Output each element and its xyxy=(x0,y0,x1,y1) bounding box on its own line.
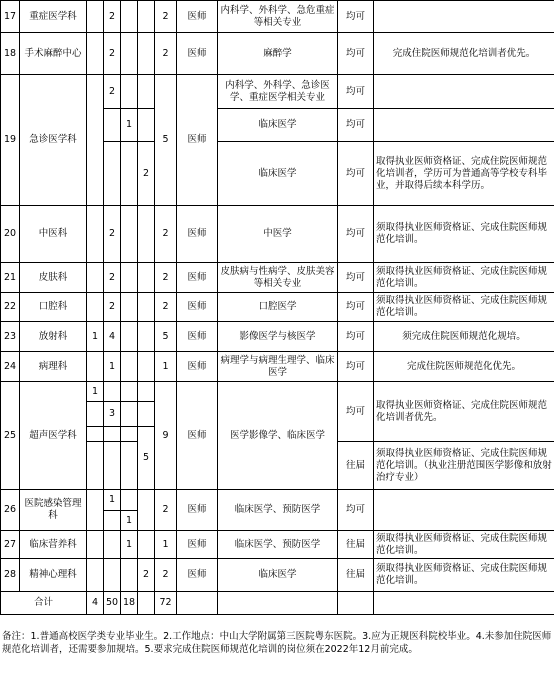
count-col4: 2 xyxy=(138,559,155,592)
note xyxy=(374,109,554,142)
table-row xyxy=(1,490,554,511)
major: 中医学 xyxy=(218,206,338,263)
count-col2 xyxy=(104,442,121,490)
count-col4 xyxy=(138,33,155,75)
total-count: 5 xyxy=(155,75,177,206)
summary-label: 合计 xyxy=(1,592,87,615)
count-col1 xyxy=(87,490,104,531)
summary-row xyxy=(1,592,554,615)
count-col2: 2 xyxy=(104,206,121,263)
education: 均可 xyxy=(338,293,374,322)
count-col3 xyxy=(121,490,138,511)
table-row xyxy=(1,382,554,402)
row-number: 28 xyxy=(1,559,20,592)
table-row xyxy=(1,531,554,559)
total-count: 2 xyxy=(155,293,177,322)
footnote: 备注：1.普通高校医学类专业毕业生。2.工作地点：中山大学附属第三医院粤东医院。3.应为正规医科院校毕业。4.未参加住院医师规范化培训者，还需要参加规培。5.要求完成住院医师规范化培训的岗位须在2022年12月前完成。 xyxy=(2,631,552,655)
position-title: 医师 xyxy=(177,559,218,592)
note: 须取得执业医师资格证、完成住院医师规范化培训。 xyxy=(374,293,554,322)
count-col3: 1 xyxy=(121,109,138,142)
education: 往届 xyxy=(338,559,374,592)
summary-empty xyxy=(218,592,338,615)
position-title: 医师 xyxy=(177,490,218,531)
count-col2 xyxy=(104,559,121,592)
row-number: 27 xyxy=(1,531,20,559)
count-col1 xyxy=(87,75,104,206)
education: 往届 xyxy=(338,442,374,490)
count-col4: 2 xyxy=(138,142,155,206)
table-row xyxy=(1,263,554,293)
department: 病理科 xyxy=(20,352,87,382)
position-title: 医师 xyxy=(177,206,218,263)
education: 均可 xyxy=(338,206,374,263)
summary-col2: 50 xyxy=(104,592,121,615)
position-title: 医师 xyxy=(177,352,218,382)
count-col4 xyxy=(138,1,155,33)
major: 临床医学 xyxy=(218,142,338,206)
department: 重症医学科 xyxy=(20,1,87,33)
department: 临床营养科 xyxy=(20,531,87,559)
major: 麻醉学 xyxy=(218,33,338,75)
count-col1 xyxy=(87,427,104,442)
note: 须取得执业医师资格证、完成住院医师规范化培训。 xyxy=(374,263,554,293)
note: 须取得执业医师资格证、完成住院医师规范化培训。（执业注册范围医学影像和放射治疗专业） xyxy=(374,442,554,490)
table-row xyxy=(1,293,554,322)
department: 精神心理科 xyxy=(20,559,87,592)
count-col4 xyxy=(138,382,155,402)
count-col2: 1 xyxy=(104,490,121,511)
total-count: 1 xyxy=(155,352,177,382)
position-title: 医师 xyxy=(177,33,218,75)
major: 临床医学 xyxy=(218,559,338,592)
count-col2: 2 xyxy=(104,293,121,322)
count-col3 xyxy=(121,322,138,352)
count-col1 xyxy=(87,33,104,75)
count-col3 xyxy=(121,352,138,382)
count-col1 xyxy=(87,293,104,322)
count-col1 xyxy=(87,559,104,592)
row-number: 19 xyxy=(1,75,20,206)
summary-col3: 18 xyxy=(121,592,138,615)
count-col4 xyxy=(138,352,155,382)
row-number: 17 xyxy=(1,1,20,33)
education: 均可 xyxy=(338,490,374,531)
count-col4 xyxy=(138,293,155,322)
summary-col4 xyxy=(138,592,155,615)
count-col2: 4 xyxy=(104,322,121,352)
department: 手术麻醉中心 xyxy=(20,33,87,75)
count-col4 xyxy=(138,531,155,559)
count-col2: 2 xyxy=(104,75,121,109)
count-col2: 3 xyxy=(104,402,121,427)
major: 皮肤病与性病学、皮肤美容等相关专业 xyxy=(218,263,338,293)
department: 放射科 xyxy=(20,322,87,352)
department: 中医科 xyxy=(20,206,87,263)
count-col1 xyxy=(87,442,104,490)
row-number: 21 xyxy=(1,263,20,293)
count-col1 xyxy=(87,352,104,382)
count-col1 xyxy=(87,402,104,427)
count-col3 xyxy=(121,206,138,263)
row-number: 23 xyxy=(1,322,20,352)
row-number: 18 xyxy=(1,33,20,75)
count-col1 xyxy=(87,263,104,293)
row-number: 26 xyxy=(1,490,20,531)
count-col4 xyxy=(138,322,155,352)
department: 超声医学科 xyxy=(20,382,87,490)
total-count: 9 xyxy=(155,382,177,490)
count-col4 xyxy=(138,109,155,142)
major: 临床医学、预防医学 xyxy=(218,490,338,531)
count-col4 xyxy=(138,75,155,109)
note: 须取得执业医师资格证、完成住院医师规范化培训。 xyxy=(374,531,554,559)
major: 临床医学、预防医学 xyxy=(218,531,338,559)
count-col4 xyxy=(138,402,155,427)
count-col4 xyxy=(138,263,155,293)
summary-col1: 4 xyxy=(87,592,104,615)
row-number: 24 xyxy=(1,352,20,382)
note: 完成住院医师规范化优先。 xyxy=(374,352,554,382)
total-count: 2 xyxy=(155,263,177,293)
row-number: 20 xyxy=(1,206,20,263)
count-col3 xyxy=(121,33,138,75)
position-title: 医师 xyxy=(177,293,218,322)
count-col3 xyxy=(121,75,138,109)
count-col3 xyxy=(121,382,138,402)
total-count: 5 xyxy=(155,322,177,352)
count-col3 xyxy=(121,427,138,442)
note: 完成住院医师规范化培训者优先。 xyxy=(374,33,554,75)
total-count: 2 xyxy=(155,559,177,592)
row-number: 25 xyxy=(1,382,20,490)
row-number: 22 xyxy=(1,293,20,322)
count-col2 xyxy=(104,142,121,206)
note: 须完成住院医师规范化规培。 xyxy=(374,322,554,352)
table-row xyxy=(1,352,554,382)
education: 均可 xyxy=(338,75,374,109)
position-title: 医师 xyxy=(177,263,218,293)
count-col2 xyxy=(104,427,121,442)
count-col2: 2 xyxy=(104,1,121,33)
table-row xyxy=(1,33,554,75)
department: 医院感染管理科 xyxy=(20,490,87,531)
count-col4: 5 xyxy=(138,427,155,490)
education: 往届 xyxy=(338,531,374,559)
table-row xyxy=(1,206,554,263)
count-col3 xyxy=(121,442,138,490)
major: 临床医学 xyxy=(218,109,338,142)
total-count: 2 xyxy=(155,1,177,33)
total-count: 1 xyxy=(155,531,177,559)
table-row xyxy=(1,322,554,352)
count-col4 xyxy=(138,490,155,531)
table-row xyxy=(1,75,554,109)
note: 取得执业医师资格证、完成住院医师规范化培训者，学历可为普通高等学校专科毕业，并取得后续本科学历。 xyxy=(374,142,554,206)
education: 均可 xyxy=(338,263,374,293)
education: 均可 xyxy=(338,352,374,382)
count-col4 xyxy=(138,206,155,263)
count-col3 xyxy=(121,1,138,33)
note: 须取得执业医师资格证、完成住院医师规范化培训。 xyxy=(374,206,554,263)
position-title: 医师 xyxy=(177,1,218,33)
major: 医学影像学、临床医学 xyxy=(218,382,338,490)
count-col3 xyxy=(121,559,138,592)
education: 均可 xyxy=(338,109,374,142)
count-col2 xyxy=(104,109,121,142)
count-col2 xyxy=(104,382,121,402)
count-col3 xyxy=(121,402,138,427)
count-col2: 2 xyxy=(104,33,121,75)
summary-empty xyxy=(374,592,554,615)
total-count: 2 xyxy=(155,490,177,531)
count-col1: 1 xyxy=(87,382,104,402)
note xyxy=(374,75,554,109)
education: 均可 xyxy=(338,142,374,206)
summary-empty xyxy=(177,592,218,615)
total-count: 2 xyxy=(155,33,177,75)
summary-empty xyxy=(338,592,374,615)
position-title: 医师 xyxy=(177,382,218,490)
count-col1: 1 xyxy=(87,322,104,352)
summary-total: 72 xyxy=(155,592,177,615)
position-title: 医师 xyxy=(177,531,218,559)
count-col3: 1 xyxy=(121,531,138,559)
department: 口腔科 xyxy=(20,293,87,322)
education: 均可 xyxy=(338,322,374,352)
count-col1 xyxy=(87,1,104,33)
count-col2 xyxy=(104,531,121,559)
position-title: 医师 xyxy=(177,75,218,206)
education: 均可 xyxy=(338,33,374,75)
note: 取得执业医师资格证、完成住院医师规范化培训者优先。 xyxy=(374,382,554,442)
department: 急诊医学科 xyxy=(20,75,87,206)
major: 口腔医学 xyxy=(218,293,338,322)
note xyxy=(374,490,554,531)
note: 须取得执业医师资格证、完成住院医师规范化培训。 xyxy=(374,559,554,592)
major: 内科学、外科学、急诊医学、重症医学相关专业 xyxy=(218,75,338,109)
major: 病理学与病理生理学、临床医学 xyxy=(218,352,338,382)
major: 影像医学与核医学 xyxy=(218,322,338,352)
count-col3 xyxy=(121,142,138,206)
table-row xyxy=(1,559,554,592)
count-col1 xyxy=(87,206,104,263)
count-col3 xyxy=(121,263,138,293)
note xyxy=(374,1,554,33)
education: 均可 xyxy=(338,382,374,442)
count-col3: 1 xyxy=(121,511,138,531)
count-col2 xyxy=(104,511,121,531)
total-count: 2 xyxy=(155,206,177,263)
position-title: 医师 xyxy=(177,322,218,352)
major: 内科学、外科学、急危重症等相关专业 xyxy=(218,1,338,33)
department: 皮肤科 xyxy=(20,263,87,293)
count-col2: 2 xyxy=(104,263,121,293)
count-col2: 1 xyxy=(104,352,121,382)
count-col3 xyxy=(121,293,138,322)
count-col1 xyxy=(87,531,104,559)
table-row xyxy=(1,1,554,33)
education: 均可 xyxy=(338,1,374,33)
